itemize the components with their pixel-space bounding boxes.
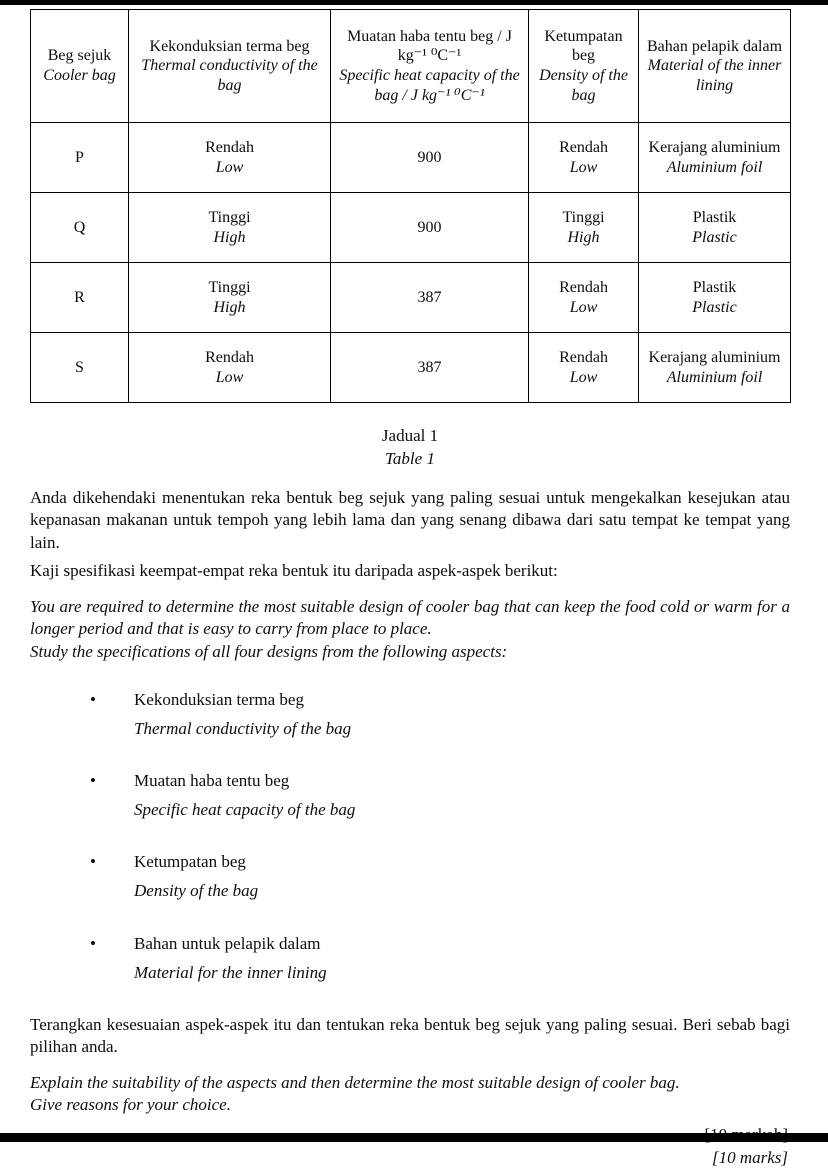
cell-density: [529, 193, 639, 263]
value-ms: Plastik: [692, 278, 737, 296]
bullet-ms: Muatan haba tentu beg: [134, 771, 290, 791]
header-density: [529, 10, 639, 123]
bullet-ms: Bahan untuk pelapik dalam: [134, 933, 321, 953]
cell-conductivity: [129, 333, 331, 403]
table-caption-en: Table 1: [385, 448, 435, 468]
cell-heat-capacity: 900: [331, 193, 529, 263]
bullet-ms: Ketumpatan beg: [134, 852, 246, 872]
table-row-bag-s: [31, 333, 791, 403]
cell-lining: [639, 263, 791, 333]
header-inner-lining-en: Material of the inner lining: [647, 57, 782, 94]
value-ms: Plastik: [692, 208, 737, 226]
table-row-bag-q: [31, 193, 791, 263]
value-en: High: [567, 228, 600, 246]
cell-heat-capacity: 900: [331, 123, 529, 193]
cell-bag-id: P: [31, 123, 129, 193]
value-ms: Rendah: [559, 348, 608, 366]
value-ms: Tinggi: [208, 208, 251, 226]
cell-heat-capacity: 387: [331, 263, 529, 333]
header-inner-lining: [639, 10, 791, 123]
bullet-icon: •: [90, 689, 96, 709]
table-row-bag-r: [31, 263, 791, 333]
bullet-en: Material for the inner lining: [134, 962, 327, 982]
value-en: Aluminium foil: [666, 158, 763, 176]
cell-density: [529, 123, 639, 193]
header-thermal-conductivity: [129, 10, 331, 123]
bullet-en: Specific heat capacity of the bag: [134, 800, 356, 820]
value-en: Low: [569, 298, 598, 316]
cell-density: [529, 263, 639, 333]
header-specific-heat-en: Specific heat capacity of the bag / J kg⁻¹ ⁰C⁻¹: [339, 67, 520, 104]
cell-conductivity: [129, 193, 331, 263]
header-thermal-conductivity-ms: Kekonduksian terma beg: [149, 37, 310, 55]
list-item-specific-heat: [30, 770, 790, 821]
question-para-ms-2: Kaji spesifikasi keempat-empat reka bentuk itu daripada aspek-aspek berikut:: [30, 561, 558, 581]
aspects-list: [30, 689, 790, 984]
table-header-row: [31, 10, 791, 123]
header-cooler-bag: [31, 10, 129, 123]
header-density-ms: Ketumpatan beg: [544, 27, 623, 65]
scan-edge-top: [0, 0, 828, 5]
value-en: Plastic: [692, 228, 737, 246]
cell-heat-capacity: 387: [331, 333, 529, 403]
closing-instruction: [30, 1014, 790, 1117]
cell-lining: [639, 333, 791, 403]
header-cooler-bag-en: Cooler bag: [43, 67, 116, 84]
value-en: High: [213, 298, 246, 316]
question-para-ms-1: Anda dikehendaki menentukan reka bentuk beg sejuk yang paling sesuai untuk mengekalkan kesejukan atau kepanasan makanan untuk tempoh yang lebih lama dan yang senang dibawa dari satu tempat ke tempat yang lain.: [30, 487, 790, 552]
table-caption: [30, 425, 790, 471]
value-en: Low: [215, 368, 244, 386]
value-en: Plastic: [692, 298, 737, 316]
header-inner-lining-ms: Bahan pelapik dalam: [646, 37, 783, 55]
cell-bag-id: S: [31, 333, 129, 403]
question-para-en-2: Study the specifications of all four designs from the following aspects:: [30, 641, 508, 661]
table-row-bag-p: [31, 123, 791, 193]
marks-en: [10 marks]: [711, 1147, 788, 1167]
value-ms: Kerajang aluminium: [648, 138, 781, 156]
value-ms: Rendah: [559, 278, 608, 296]
scan-edge-bottom: [0, 1133, 828, 1142]
bullet-ms: Kekonduksian terma beg: [134, 689, 304, 709]
header-specific-heat-ms: Muatan haba tentu beg / J kg⁻¹ ⁰C⁻¹: [347, 27, 512, 65]
marks-allocation: [30, 1124, 790, 1168]
question-text: [30, 487, 790, 663]
cell-bag-id: R: [31, 263, 129, 333]
closing-en-2: Give reasons for your choice.: [30, 1095, 231, 1114]
value-en: Aluminium foil: [666, 368, 763, 386]
list-item-density: [30, 851, 790, 902]
value-ms: Kerajang aluminium: [648, 348, 781, 366]
bullet-icon: •: [90, 933, 96, 953]
table-caption-ms: Jadual 1: [381, 426, 439, 445]
bullet-icon: •: [90, 852, 96, 872]
value-en: Low: [215, 158, 244, 176]
list-item-thermal-conductivity: [30, 689, 790, 740]
value-ms: Rendah: [559, 138, 608, 156]
value-ms: Tinggi: [562, 208, 605, 226]
value-en: Low: [569, 368, 598, 386]
bullet-en: Thermal conductivity of the bag: [134, 719, 352, 739]
value-ms: Rendah: [205, 348, 254, 366]
value-ms: Rendah: [205, 138, 254, 156]
bullet-en: Density of the bag: [134, 881, 259, 901]
cell-density: [529, 333, 639, 403]
cell-lining: [639, 123, 791, 193]
header-thermal-conductivity-en: Thermal conductivity of the bag: [141, 57, 318, 94]
cooler-bag-specs-table: [30, 9, 791, 403]
value-en: Low: [569, 158, 598, 176]
header-specific-heat: [331, 10, 529, 123]
closing-en-1: Explain the suitability of the aspects and then determine the most suitable design of cooler bag.: [30, 1072, 680, 1092]
header-density-en: Density of the bag: [539, 67, 628, 104]
cell-conductivity: [129, 123, 331, 193]
cell-bag-id: Q: [31, 193, 129, 263]
value-en: High: [213, 228, 246, 246]
question-para-en-1: You are required to determine the most suitable design of cooler bag that can keep the food cold or warm for a longer period and that is easy to carry from place to place.: [30, 596, 790, 639]
closing-ms: Terangkan kesesuaian aspek-aspek itu dan tentukan reka bentuk beg sejuk yang paling sesuai. Beri sebab bagi pilihan anda.: [30, 1014, 790, 1057]
list-item-inner-lining: [30, 933, 790, 984]
cell-conductivity: [129, 263, 331, 333]
bullet-icon: •: [90, 771, 96, 791]
value-ms: Tinggi: [208, 278, 251, 296]
header-cooler-bag-ms: Beg sejuk: [47, 47, 112, 65]
cell-lining: [639, 193, 791, 263]
